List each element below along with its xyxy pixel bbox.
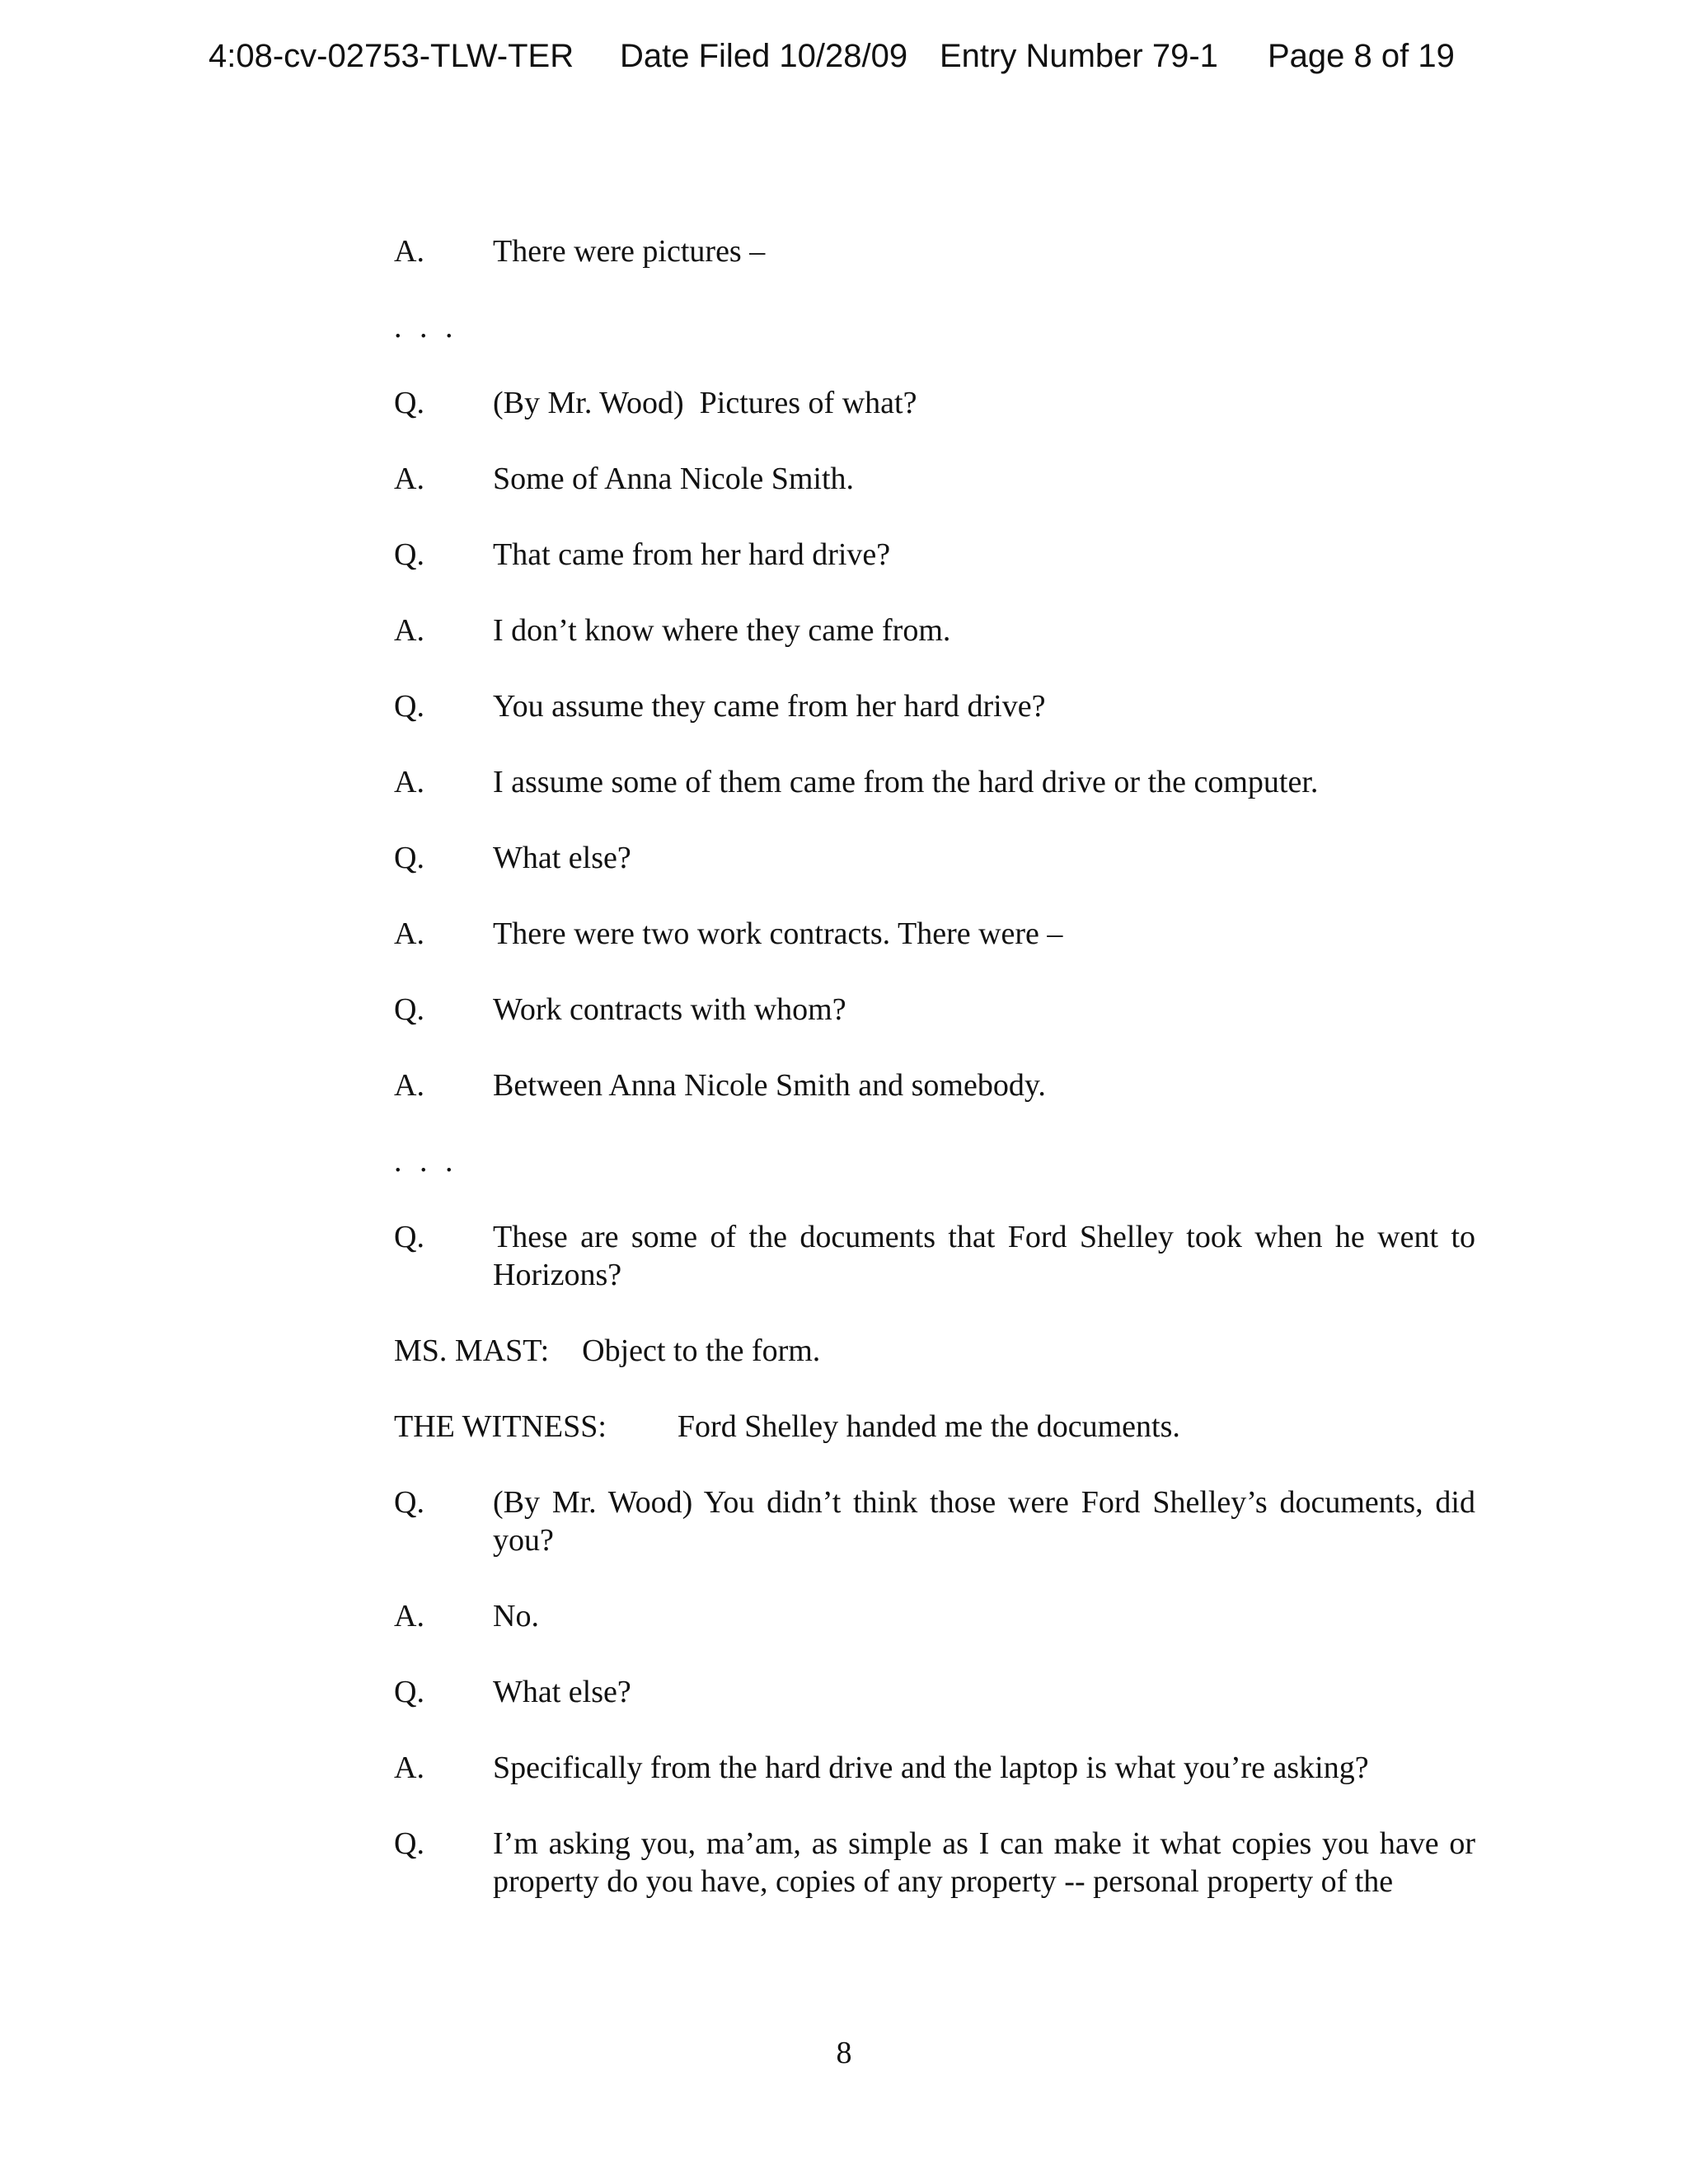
- entry-text: (By Mr. Wood) Pictures of what?: [493, 386, 917, 420]
- entry-text: These are some of the documents that Ford Shelley took when he went to Horizons?: [493, 1220, 1475, 1292]
- entry-text: Ford Shelley handed me the documents.: [677, 1409, 1180, 1444]
- omission-ellipsis: . . .: [394, 1144, 458, 1179]
- transcript-entry: [394, 1218, 1475, 1294]
- entry-text: I assume some of them came from the hard drive or the computer.: [493, 765, 1319, 799]
- case-number: 4:08-cv-02753-TLW-TER: [209, 38, 574, 74]
- speaker-label: A.: [394, 1599, 424, 1633]
- entry-text: Object to the form.: [582, 1333, 821, 1368]
- transcript-entry: [394, 1825, 1475, 1900]
- entry-text: Specifically from the hard drive and the laptop is what you’re asking?: [493, 1750, 1369, 1785]
- speaker-label: A.: [394, 916, 424, 951]
- date-filed: Date Filed 10/28/09: [620, 38, 908, 74]
- transcript-entry: [394, 839, 1475, 877]
- entry-text: (By Mr. Wood) You didn’t think those were Ford Shelley’s documents, did you?: [493, 1485, 1475, 1558]
- transcript-entry: [394, 1408, 1475, 1446]
- entry-text: You assume they came from her hard drive?: [493, 689, 1046, 724]
- transcript-entry: [394, 536, 1475, 574]
- speaker-label: Q.: [394, 1826, 424, 1861]
- speaker-label: Q.: [394, 689, 424, 724]
- entry-text: That came from her hard drive?: [493, 537, 891, 572]
- speaker-label: Q.: [394, 386, 424, 420]
- speaker-label: A.: [394, 613, 424, 648]
- transcript-entry: [394, 763, 1475, 801]
- speaker-label: A.: [394, 234, 424, 269]
- page-of: Page 8 of 19: [1268, 38, 1455, 74]
- transcript-entry: [394, 1066, 1475, 1104]
- speaker-label: MS. MAST:: [394, 1333, 550, 1368]
- entry-text: No.: [493, 1599, 539, 1633]
- transcript-entry: [394, 687, 1475, 725]
- entry-text: There were two work contracts. There were –: [493, 916, 1063, 951]
- speaker-label: A.: [394, 1750, 424, 1785]
- entry-text: There were pictures –: [493, 234, 766, 269]
- speaker-label: Q.: [394, 1485, 424, 1520]
- entry-number: Entry Number 79-1: [940, 38, 1218, 74]
- speaker-label: A.: [394, 765, 424, 799]
- entry-text: What else?: [493, 1675, 631, 1709]
- document-header: [0, 31, 1688, 81]
- transcript-entry: [394, 1749, 1475, 1787]
- speaker-label: Q.: [394, 841, 424, 875]
- entry-text: What else?: [493, 841, 631, 875]
- page-number: 8: [836, 2036, 852, 2070]
- entry-text: Work contracts with whom?: [493, 992, 846, 1027]
- deposition-transcript: [394, 232, 1475, 1938]
- transcript-entry: [394, 612, 1475, 649]
- transcript-entry: [394, 1483, 1475, 1559]
- entry-text: Some of Anna Nicole Smith.: [493, 462, 855, 496]
- speaker-label: Q.: [394, 992, 424, 1027]
- entry-text: Between Anna Nicole Smith and somebody.: [493, 1068, 1046, 1103]
- speaker-label: A.: [394, 462, 424, 496]
- entry-text: I’m asking you, ma’am, as simple as I can make it what copies you have or property do you have, copies of any property -- personal property of the: [493, 1826, 1475, 1899]
- transcript-entry: [394, 1332, 1475, 1370]
- transcript-entry: [394, 991, 1475, 1029]
- speaker-label: A.: [394, 1068, 424, 1103]
- transcript-entry: [394, 915, 1475, 953]
- transcript-entry: [394, 384, 1475, 422]
- omission-ellipsis: . . .: [394, 310, 458, 344]
- speaker-label: Q.: [394, 537, 424, 572]
- transcript-entry: [394, 1673, 1475, 1711]
- speaker-label: Q.: [394, 1220, 424, 1254]
- speaker-label: Q.: [394, 1675, 424, 1709]
- transcript-entry: [394, 1597, 1475, 1635]
- speaker-label: THE WITNESS:: [394, 1409, 607, 1444]
- entry-text: I don’t know where they came from.: [493, 613, 951, 648]
- transcript-entry: [394, 460, 1475, 498]
- transcript-entry: [394, 232, 1475, 270]
